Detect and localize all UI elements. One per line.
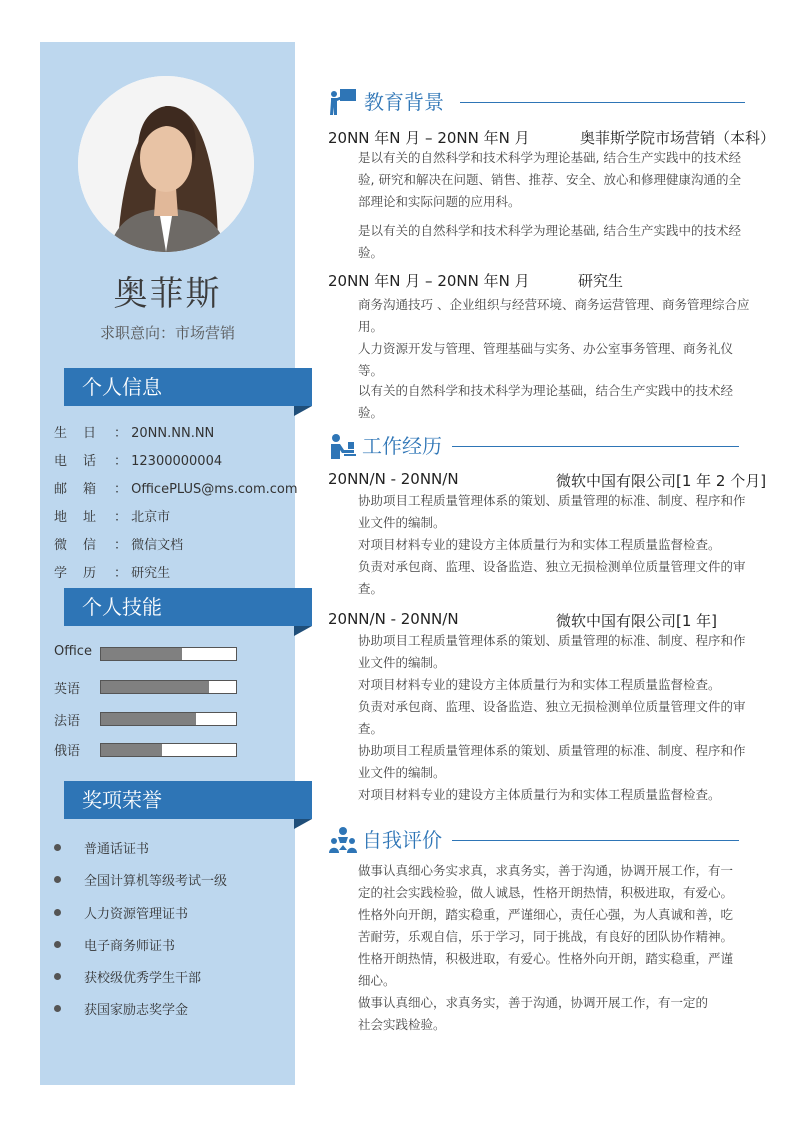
info-row-address bbox=[54, 506, 170, 525]
award-text: 全国计算机等级考试一级 bbox=[84, 874, 228, 889]
work1-desc-1: 协助项目工程质量管理体系的策划、质量管理的标准、制度、程序和作业文件的编制。 bbox=[358, 493, 746, 530]
skills-header bbox=[64, 588, 312, 626]
info-label: 地址 bbox=[54, 510, 113, 525]
skill-bar bbox=[100, 647, 237, 661]
work2-desc-5: 对项目材料专业的建设方主体质量行为和实体工程质量监督检查。 bbox=[358, 787, 721, 802]
self-eval-title: 自我评价 bbox=[362, 828, 442, 852]
info-row-birthday bbox=[54, 422, 214, 441]
edu2-desc-1: 商务沟通技巧 、企业组织与经营环境、商务运营管理、商务管理综合应用。 bbox=[358, 297, 750, 334]
work2-desc-1: 协助项目工程质量管理体系的策划、质量管理的标准、制度、程序和作业文件的编制。 bbox=[358, 633, 746, 670]
bullet-icon bbox=[54, 909, 61, 916]
edu1-desc-1: 是以有关的自然科学和技术科学为理论基础, 结合生产实践中的技术经验, 研究和解决在问题、销售、推荐、安全、放心和修理健康沟通的全部理论和实际问题的应用科。 bbox=[358, 150, 741, 209]
work2-desc-4: 协助项目工程质量管理体系的策划、质量管理的标准、制度、程序和作业文件的编制。 bbox=[358, 743, 746, 780]
skill-label: 俄语 bbox=[54, 744, 81, 759]
candidate-name: 奥菲斯 bbox=[113, 274, 222, 314]
info-label: 邮箱 bbox=[54, 482, 113, 497]
info-row-wechat bbox=[54, 534, 183, 553]
skills-title: 个人技能 bbox=[82, 595, 162, 619]
work1-date: 20NN/N - 20NN/N bbox=[328, 470, 459, 488]
work1-company: 微软中国有限公司[1 年 2 个月] bbox=[556, 472, 767, 490]
teacher-board-icon bbox=[328, 88, 358, 116]
edu2-date: 20NN 年N 月 – 20NN 年N 月 bbox=[328, 272, 530, 290]
work1-desc-2: 对项目材料专业的建设方主体质量行为和实体工程质量监督检查。 bbox=[358, 537, 721, 552]
desk-worker-icon bbox=[328, 432, 358, 460]
skill-bar-fill bbox=[101, 681, 209, 693]
self-eval-text-1: 做事认真细心务实求真，求真务实，善于沟通，协调开展工作，有一定的社会实践检验，做人诚恳，性格开朗热情，积极进取，有爱心。性格外向开朗，踏实稳重，严谨细心，责任心强，为人真诚和善，吃苦耐劳，乐观自信，乐于学习，同于挑战，有良好的团队协作精神。性格开朗热情，积极进取，有爱心。性格外向开朗，踏实稳重，严谨细心。 bbox=[358, 863, 734, 988]
info-value: ： 北京市 bbox=[114, 510, 171, 525]
skill-label: 英语 bbox=[54, 682, 81, 697]
info-row-education bbox=[54, 562, 170, 581]
section-divider bbox=[452, 840, 739, 841]
edu2-desc-3: 以有关的自然科学和技术科学为理论基础，结合生产实践中的技术经验。 bbox=[358, 383, 734, 420]
info-label: 生日 bbox=[54, 426, 113, 441]
work-title: 工作经历 bbox=[362, 434, 442, 458]
skill-label: 法语 bbox=[54, 714, 81, 729]
edu1-date: 20NN 年N 月 – 20NN 年N 月 bbox=[328, 129, 530, 147]
awards-header bbox=[64, 781, 312, 819]
info-value: ： 微信文档 bbox=[114, 538, 184, 553]
edu1-school: 奥菲斯学院市场营销（本科） bbox=[580, 129, 776, 147]
education-section-header bbox=[328, 86, 748, 118]
info-label: 学历 bbox=[54, 566, 113, 581]
edu1-desc-2: 是以有关的自然科学和技术科学为理论基础, 结合生产实践中的技术经验。 bbox=[358, 223, 741, 260]
bullet-icon bbox=[54, 844, 61, 851]
work2-desc-3: 负责对承包商、监理、设备监造、独立无损检测单位质量管理文件的审查。 bbox=[358, 699, 746, 736]
info-row-phone bbox=[54, 450, 222, 469]
personal-info-header bbox=[64, 368, 312, 406]
skill-bar bbox=[100, 712, 237, 726]
info-value: ： 20NN.NN.NN bbox=[114, 426, 215, 441]
award-text: 获国家励志奖学金 bbox=[84, 1003, 189, 1018]
skill-bar-fill bbox=[101, 744, 162, 756]
skill-bar bbox=[100, 680, 237, 694]
section-divider bbox=[452, 446, 739, 447]
personal-info-title: 个人信息 bbox=[82, 375, 162, 399]
info-label: 微信 bbox=[54, 538, 113, 553]
skill-bar-fill bbox=[101, 713, 196, 725]
self-eval-text-2: 做事认真细心，求真务实，善于沟通，协调开展工作，有一定的社会实践检验。 bbox=[358, 995, 709, 1032]
info-row-email bbox=[54, 478, 298, 497]
bullet-icon bbox=[54, 1005, 61, 1012]
team-people-icon bbox=[328, 826, 358, 854]
info-value: ： 研究生 bbox=[114, 566, 171, 581]
skill-bar-fill bbox=[101, 648, 182, 660]
awards-title: 奖项荣誉 bbox=[82, 788, 162, 812]
bullet-icon bbox=[54, 973, 61, 980]
info-label: 电话 bbox=[54, 454, 113, 469]
info-value: ： OfficePLUS@ms.com.com bbox=[114, 482, 298, 497]
self-eval-section-header bbox=[328, 824, 742, 856]
job-intent: 求职意向：市场营销 bbox=[99, 324, 235, 342]
award-text: 普通话证书 bbox=[84, 842, 150, 857]
portrait-photo bbox=[78, 76, 254, 252]
info-value: ： 12300000004 bbox=[114, 454, 223, 469]
skill-label: Office bbox=[54, 644, 92, 659]
avatar bbox=[78, 76, 254, 252]
award-text: 人力资源管理证书 bbox=[84, 907, 189, 922]
award-text: 电子商务师证书 bbox=[84, 939, 176, 954]
work2-company: 微软中国有限公司[1 年] bbox=[556, 612, 718, 630]
work2-desc-2: 对项目材料专业的建设方主体质量行为和实体工程质量监督检查。 bbox=[358, 677, 721, 692]
work2-date: 20NN/N - 20NN/N bbox=[328, 610, 459, 628]
award-text: 获校级优秀学生干部 bbox=[84, 971, 202, 986]
work1-desc-3: 负责对承包商、监理、设备监造、独立无损检测单位质量管理文件的审查。 bbox=[358, 559, 746, 596]
education-title: 教育背景 bbox=[364, 90, 444, 114]
work-section-header bbox=[328, 430, 742, 462]
edu2-degree: 研究生 bbox=[578, 272, 624, 290]
bullet-icon bbox=[54, 941, 61, 948]
skill-bar bbox=[100, 743, 237, 757]
edu2-desc-2: 人力资源开发与管理、管理基础与实务、办公室事务管理、商务礼仪等。 bbox=[358, 341, 734, 378]
bullet-icon bbox=[54, 876, 61, 883]
section-divider bbox=[460, 102, 745, 103]
